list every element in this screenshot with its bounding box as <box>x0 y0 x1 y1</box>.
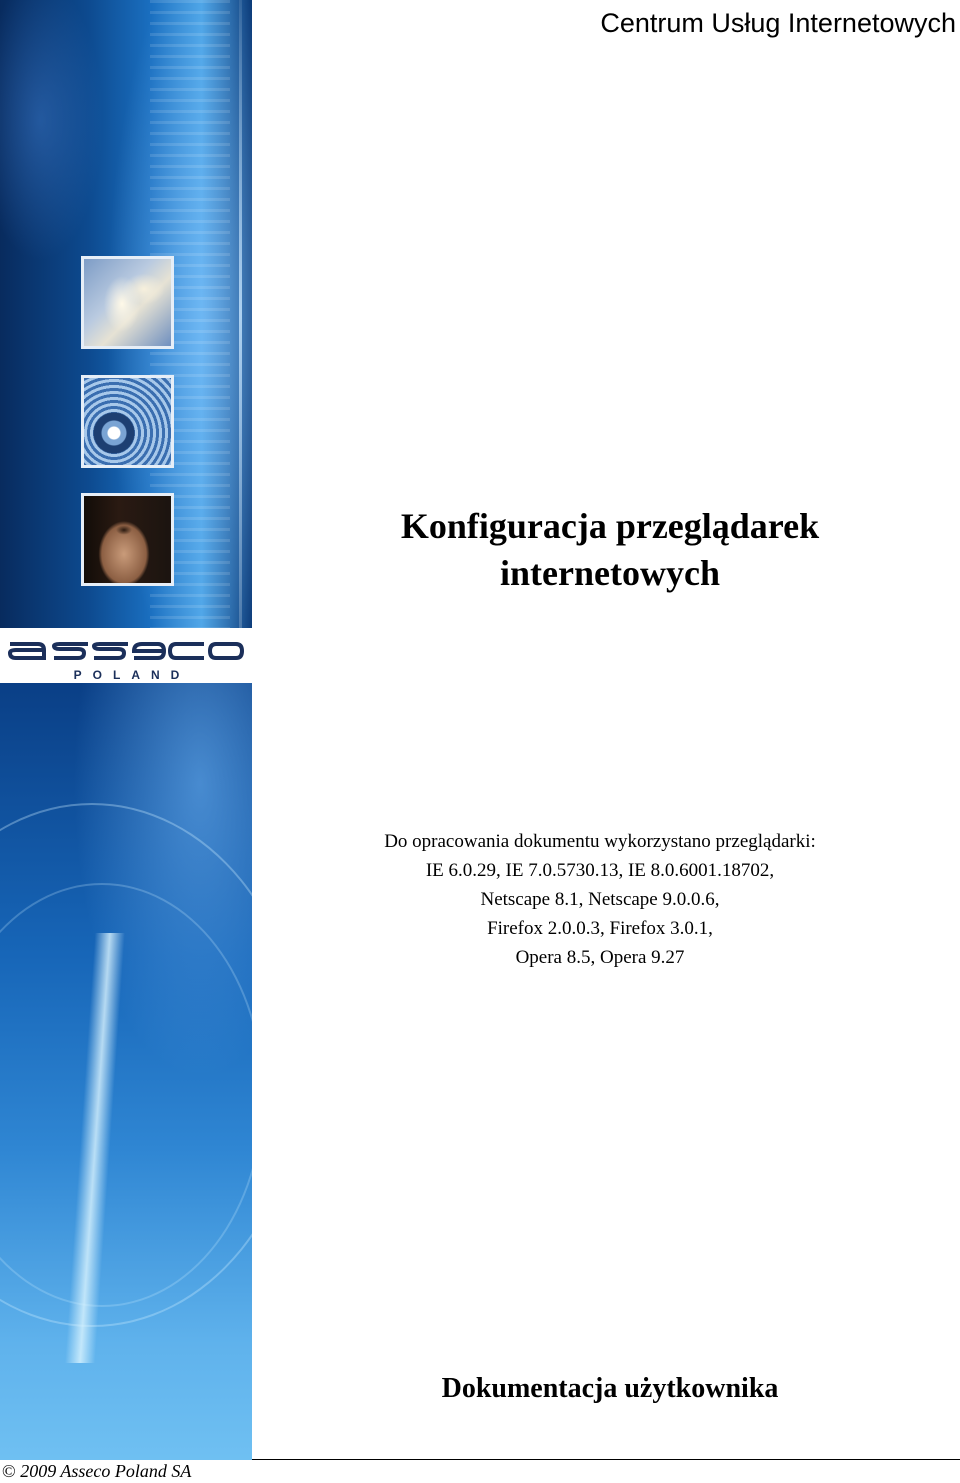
copyright-text: 2009 Asseco Poland SA <box>15 1461 192 1481</box>
asseco-wordmark-logo <box>8 638 244 664</box>
asseco-poland-logo <box>0 628 252 683</box>
footer-divider <box>252 1459 960 1460</box>
header-title: Centrum Usług Internetowych <box>600 8 956 38</box>
decorative-blue-band-top <box>0 0 252 628</box>
decorative-blue-band-bottom <box>0 683 252 1460</box>
browser-line: Firefox 2.0.0.3, Firefox 3.0.1, <box>487 918 713 939</box>
browser-list <box>270 827 930 972</box>
browser-line: Opera 8.5, Opera 9.27 <box>515 947 685 968</box>
document-title <box>300 503 920 597</box>
browser-intro: Do opracowania dokumentu wykorzystano przeglądarki: <box>384 831 816 852</box>
lens-photo <box>81 375 174 468</box>
face-photo <box>81 493 174 586</box>
light-arc <box>0 883 252 1307</box>
logo-poland-text: POLAND <box>73 668 191 682</box>
copyright-notice <box>2 1461 191 1482</box>
lily-photo <box>81 256 174 349</box>
document-title-line: Konfiguracja przeglądarek <box>400 506 820 546</box>
browser-line: IE 6.0.29, IE 7.0.5730.13, IE 8.0.6001.18702, <box>425 860 775 881</box>
copyright-symbol: © <box>2 1461 16 1481</box>
document-title-line: internetowych <box>500 553 720 593</box>
browser-line: Netscape 8.1, Netscape 9.0.0.6, <box>480 889 720 910</box>
document-type-label: Dokumentacja użytkownika <box>441 1373 779 1404</box>
